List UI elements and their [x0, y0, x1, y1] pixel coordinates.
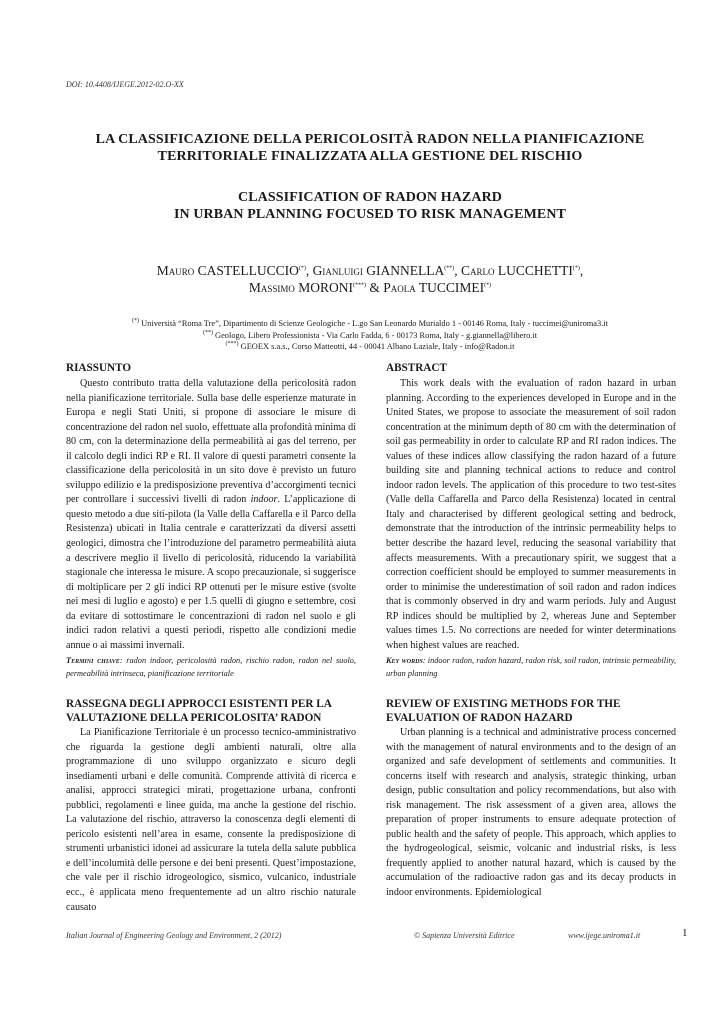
author-separator: & [365, 280, 384, 295]
author-affiliation-mark: (*) [484, 282, 492, 289]
rassegna-text: La Pianificazione Territoriale è un processo tecnico-amministrativo che riguarda la gestione degli ambienti naturali, oltre alla programmazione di uno sviluppo organizzato e sicuro degli insediamenti urbani e delle comunità. Comprende attività di ricerca e analisi, approcci strategici mirati, progettazione urbana, confronti pubblici, regolamenti e linee guida, ma anche la gestione del rischio. La valutazione del rischio, attraverso la conoscenza degli elementi di pericolo esistenti nell’area in esame, consente la predisposizione di strumenti urbanistici idonei ad assicurare la tutela della salute pubblica e dell’incolumità delle persone e dei beni presenti. Quest’impostazione, che vale per il rischio idrogeologico, sismico, vulcanico, industriale ecc., è applicata meno frequentemente ad un altro rischio naturale causato [66, 727, 356, 913]
author-first-name: Paola [383, 280, 416, 295]
author-affiliation-mark: (*) [572, 265, 580, 272]
author-line [60, 262, 680, 279]
footer-publisher: © Sapienza Università Editrice [414, 931, 515, 940]
column-left-bottom [66, 697, 356, 915]
riassunto-emphasis: indoor [250, 494, 278, 506]
affiliations [60, 318, 680, 353]
key-words-text [386, 654, 676, 680]
title-english-line: CLASSIFICATION OF RADON HAZARD [238, 190, 502, 205]
riassunto-text-part: . L’applicazione di questo metodo a due siti-pilota (la Valle della Caffarella e il Parco della Resistenza) ubicati in Italia centrale e caratterizzati da diversi assetti geologici, dimostra che l’introduzione del parametro permeabilità aiuta a descrivere meglio il livello di pericolosità, riducendo la variabilità stagionale che interessa le misure. A scopo precauzionale, si suggerisce di moltiplicare per 2 gli indici RP ottenuti per le misure estive (svolte nei mesi di luglio e agosto) e per 1.5 quelli di giugno e settembre, così da evitare di sottostimare le concentrazioni di radon nel suolo e gli indici radon relativi a questi periodi, rispetto alle condizioni medie annue o ai massimi invernali. [66, 494, 356, 651]
affiliation-line [60, 330, 680, 342]
rassegna-heading: RASSEGNA DEGLI APPROCCI ESISTENTI PER LA VALUTAZIONE DELLA PERICOLOSITA’ RADON [66, 698, 332, 724]
title-english-line: IN URBAN PLANNING FOCUSED TO RISK MANAGEMENT [173, 207, 567, 222]
affiliation-mark: (**) [202, 329, 213, 336]
termini-chiave-text [66, 654, 356, 680]
footer-url: www.ijege.uniroma1.it [568, 931, 641, 940]
riassunto-text [66, 377, 356, 653]
affiliation-mark: (***) [225, 341, 239, 348]
author-last-name: LUCCHETTI [497, 263, 573, 278]
termini-chiave-list: : radon indoor, pericolosità radon, rischio radon, radon nel suolo, permeabilità intrinseca, pianificazione territoriale [66, 656, 356, 678]
author-last-name: CASTELLUCCIO [197, 263, 299, 278]
termini-chiave [66, 654, 356, 680]
author [313, 263, 455, 278]
affiliation-line [60, 318, 680, 330]
riassunto-text-part: Questo contributo tratta della valutazione della pericolosità radon nella pianificazione territoriale. Sulla base delle esperienze maturate in Europa e negli Stati Uniti, si propone di associare le misure di concentrazione del radon nel suolo, effettuate alla profondità minima di 80 cm, con la determinazione della permeabilità ai gas del terreno, per il calcolo degli indici RP e RI. Il valore di questi parametri consente la classificazione della pericolosità in un sito dove è previsto un futuro sviluppo edilizio e la predisposizione preventiva d’accorgimenti tecnici per controllare i successivi livelli di radon [66, 378, 356, 506]
author-line [60, 279, 680, 296]
author [461, 263, 580, 278]
page-number: 1 [682, 927, 688, 939]
author-separator: , [305, 263, 313, 278]
author-separator: , [579, 263, 584, 278]
author-first-name: Carlo [460, 263, 495, 278]
key-words-label: Key words [386, 656, 423, 665]
review-text: Urban planning is a technical and administrative process concerned with the management of natural environments and to the design of an organized and safe development of settlements and communities. It concerns itself with research and analysis, strategic thinking, urban design, public consultation and policy recommendations, but also with risk management. The risk assessment of a given area, allows the preparation of proper instruments to ensure adequate protection of public health and the safety of people. This approach, which applies to the hydrogeological, seismic, volcanic and industrial risks, is less frequently applied to another natural hazard, which is caused by the accumulation of the radioactive radon gas and its decay products in indoor environments. Epidemiological [386, 727, 676, 899]
riassunto-heading: RIASSUNTO [66, 362, 132, 374]
column-left-top [66, 361, 356, 653]
doi: DOI: 10.4408/IJEGE.2012-02.O-XX [66, 80, 184, 89]
abstract-heading: ABSTRACT [386, 362, 447, 374]
key-words [386, 654, 676, 680]
affiliation-mark: (*) [132, 318, 140, 325]
footer-journal: Italian Journal of Engineering Geology and Environment, 2 (2012) [66, 931, 282, 940]
affiliation-text: Geologo, Libero Professionista - Via Carlo Fadda, 6 - 00173 Roma, Italy - g.giannella@libero.it [215, 330, 538, 340]
author-last-name: GIANNELLA [366, 263, 445, 278]
author [383, 280, 491, 295]
author-affiliation-mark: (***) [352, 282, 366, 289]
author-first-name: Gianluigi [312, 263, 363, 278]
column-right-top [386, 361, 676, 653]
author-affiliation-mark: (**) [444, 265, 455, 272]
author-first-name: Mauro [156, 263, 195, 278]
affiliation-text: GEOEX s.a.s., Corso Matteotti, 44 - 00041 Albano Laziale, Italy - info@Radon.it [240, 342, 515, 351]
author-first-name: Massimo [248, 280, 295, 295]
affiliation-text: Università “Roma Tre”, Dipartimento di Scienze Geologiche - L.go San Leonardo Murialdo 1 - 00146 Roma, Italy - tuccimei@uniroma3.it [141, 319, 608, 328]
author [157, 263, 306, 278]
title-italian [60, 131, 680, 165]
author-separator: , [454, 263, 461, 278]
title-english [60, 189, 680, 223]
review-heading: REVIEW OF EXISTING METHODS FOR THE EVALUATION OF RADON HAZARD [386, 698, 621, 724]
author-affiliation-mark: (*) [298, 265, 306, 272]
author-last-name: MORONI [298, 280, 353, 295]
column-right-bottom [386, 697, 676, 901]
key-words-list: : indoor radon, radon hazard, radon risk, soil radon, intrinsic permeability, urban planning [386, 656, 676, 678]
author-list [60, 262, 680, 296]
author-last-name: TUCCIMEI [418, 280, 485, 295]
abstract-text: This work deals with the evaluation of radon hazard in urban planning. According to the experiences developed in Europe and in the United States, we propose to associate the measurement of soil radon concentration at the minimum depth of 80 cm with the determination of soil gas permeability in order to calculate RP and RI radon indices. The values of these indices allow classifying the radon hazard of a future building site and planning technical actions to reduce and control indoor radon levels. The application of this procedure to two test-sites (Valle della Caffarella and Parco della Resistenza) located in central Italy and characterised by different geological setting and bedrock, demonstrate that the introduction of the intrinsic permeability helps to better describe the hazard level, reducing the seasonal variability that affects measurements. With a precautionary spirit, we suggest that a correction coefficient should be employed to summer measurements in order to minimise the underestimation of soil radon and radon indices that is commonly observed in dry and warm periods. July and August RP indices should be multiplied by 2, whereas June and September values times 1.5. No corrections are needed for winter determinations when highest values are reached. [386, 378, 676, 651]
affiliation-line [60, 341, 680, 353]
termini-chiave-label: Termini chiave [66, 656, 120, 665]
title-italian-line: TERRITORIALE FINALIZZATA ALLA GESTIONE DEL RISCHIO [157, 149, 583, 164]
title-italian-line: LA CLASSIFICAZIONE DELLA PERICOLOSITÀ RADON NELLA PIANIFICAZIONE [95, 132, 645, 147]
author [249, 280, 366, 295]
